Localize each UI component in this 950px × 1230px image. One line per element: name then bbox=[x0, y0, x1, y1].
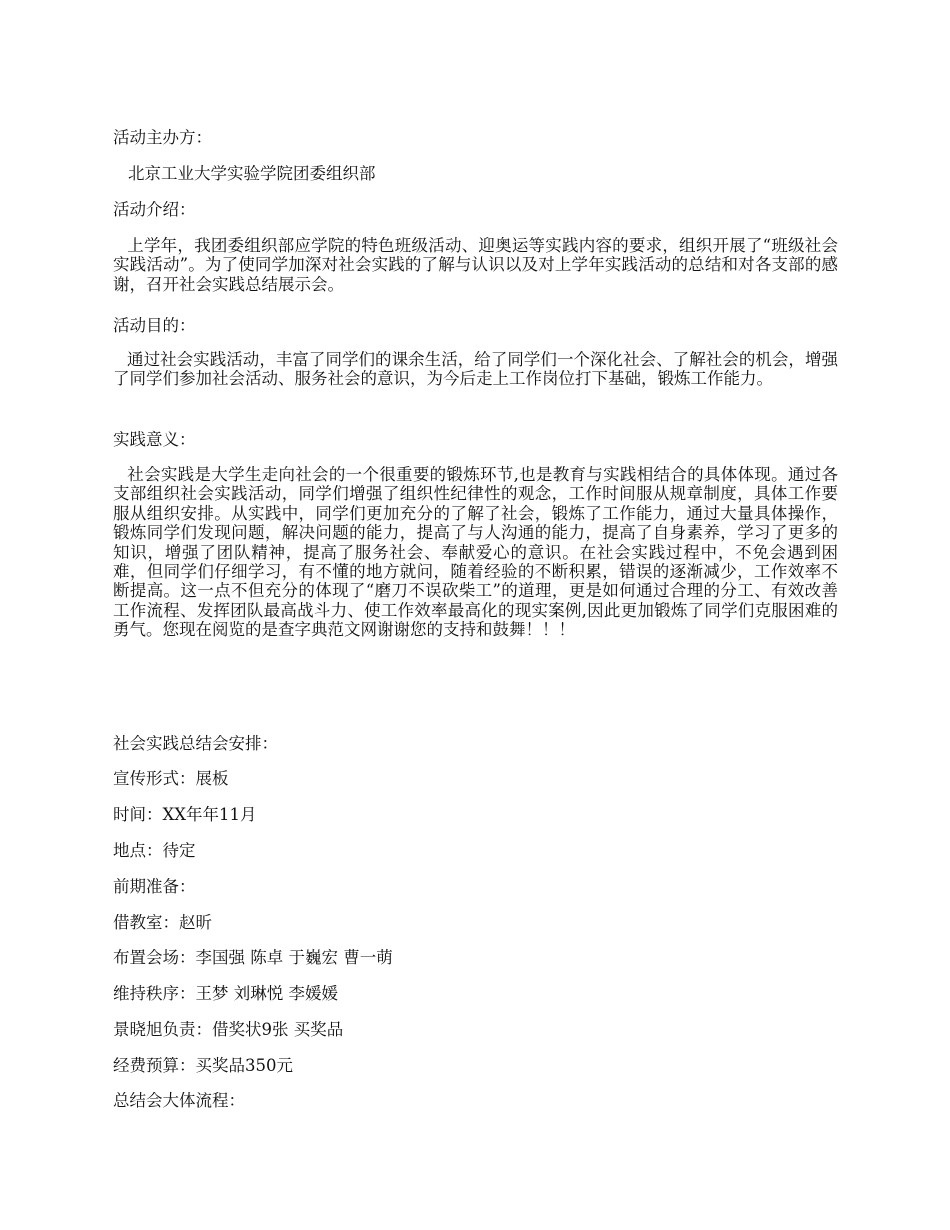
budget-line: 经费预算：买奖品350元 bbox=[113, 1056, 293, 1075]
purpose-label: 活动目的： bbox=[113, 316, 196, 335]
purpose-paragraph bbox=[113, 350, 838, 389]
arrangement-label: 社会实践总结会安排： bbox=[113, 734, 278, 753]
meaning-paragraph bbox=[113, 465, 838, 640]
venue-setup-line: 布置会场：李国强 陈卓 于巍宏 曹一萌 bbox=[113, 948, 393, 967]
location-line: 地点：待定 bbox=[113, 841, 196, 860]
publicity-line: 宣传形式：展板 bbox=[113, 769, 229, 788]
awards-person-line: 景晓旭负责：借奖状9张 买奖品 bbox=[113, 1020, 344, 1039]
process-label: 总结会大体流程： bbox=[113, 1091, 245, 1110]
intro-label: 活动介绍： bbox=[113, 200, 196, 219]
time-line: 时间：XX年年11月 bbox=[113, 805, 257, 824]
order-keeping-line: 维持秩序：王梦 刘琳悦 李媛媛 bbox=[113, 984, 338, 1003]
meaning-text: 社会实践是大学生走向社会的一个很重要的锻炼环节,也是教育与实践相结合的具体体现。通过各支部组织社会实践活动，同学们增强了组织性纪律性的观念，工作时间服从规章制度，具体工作要服从组织安排。从实践中，同学们更加充分的了解了社会，锻炼了工作能力，通过大量具体操作，锻炼同学们发现问题，解决问题的能力，提高了与人沟通的能力，提高了自身素养，学习了更多的知识，增强了团队精神，提高了服务社会、奉献爱心的意识。在社会实践过程中，不免会遇到困难，但同学们仔细学习，有不懂的地方就问，随着经验的不断积累，错误的逐渐减少，工作效率不断提高。这一点不但充分的体现了“磨刀不误砍柴工”的道理，更是如何通过合理的分工、有效改善工作流程、发挥团队最高战斗力、使工作效率最高化的现实案例,因此更加锻炼了同学们克服困难的勇气。您现在阅览的是查字典范文网谢谢您的支持和鼓舞！！！ bbox=[113, 465, 838, 640]
organizer-name: 北京工业大学实验学院团委组织部 bbox=[128, 164, 376, 183]
intro-paragraph bbox=[113, 236, 838, 294]
intro-text: 上学年，我团委组织部应学院的特色班级活动、迎奥运等实践内容的要求，组织开展了“班级社会实践活动”。为了使同学加深对社会实践的了解与认识以及对上学年实践活动的总结和对各支部的感谢，召开社会实践总结展示会。 bbox=[113, 236, 838, 294]
meaning-label: 实践意义： bbox=[113, 430, 196, 449]
organizer-label: 活动主办方： bbox=[113, 128, 212, 147]
preparation-label: 前期准备： bbox=[113, 877, 196, 896]
borrow-classroom-line: 借教室：赵昕 bbox=[113, 913, 212, 932]
purpose-text: 通过社会实践活动，丰富了同学们的课余生活，给了同学们一个深化社会、了解社会的机会，增强了同学们参加社会活动、服务社会的意识，为今后走上工作岗位打下基础，锻炼工作能力。 bbox=[113, 350, 838, 389]
